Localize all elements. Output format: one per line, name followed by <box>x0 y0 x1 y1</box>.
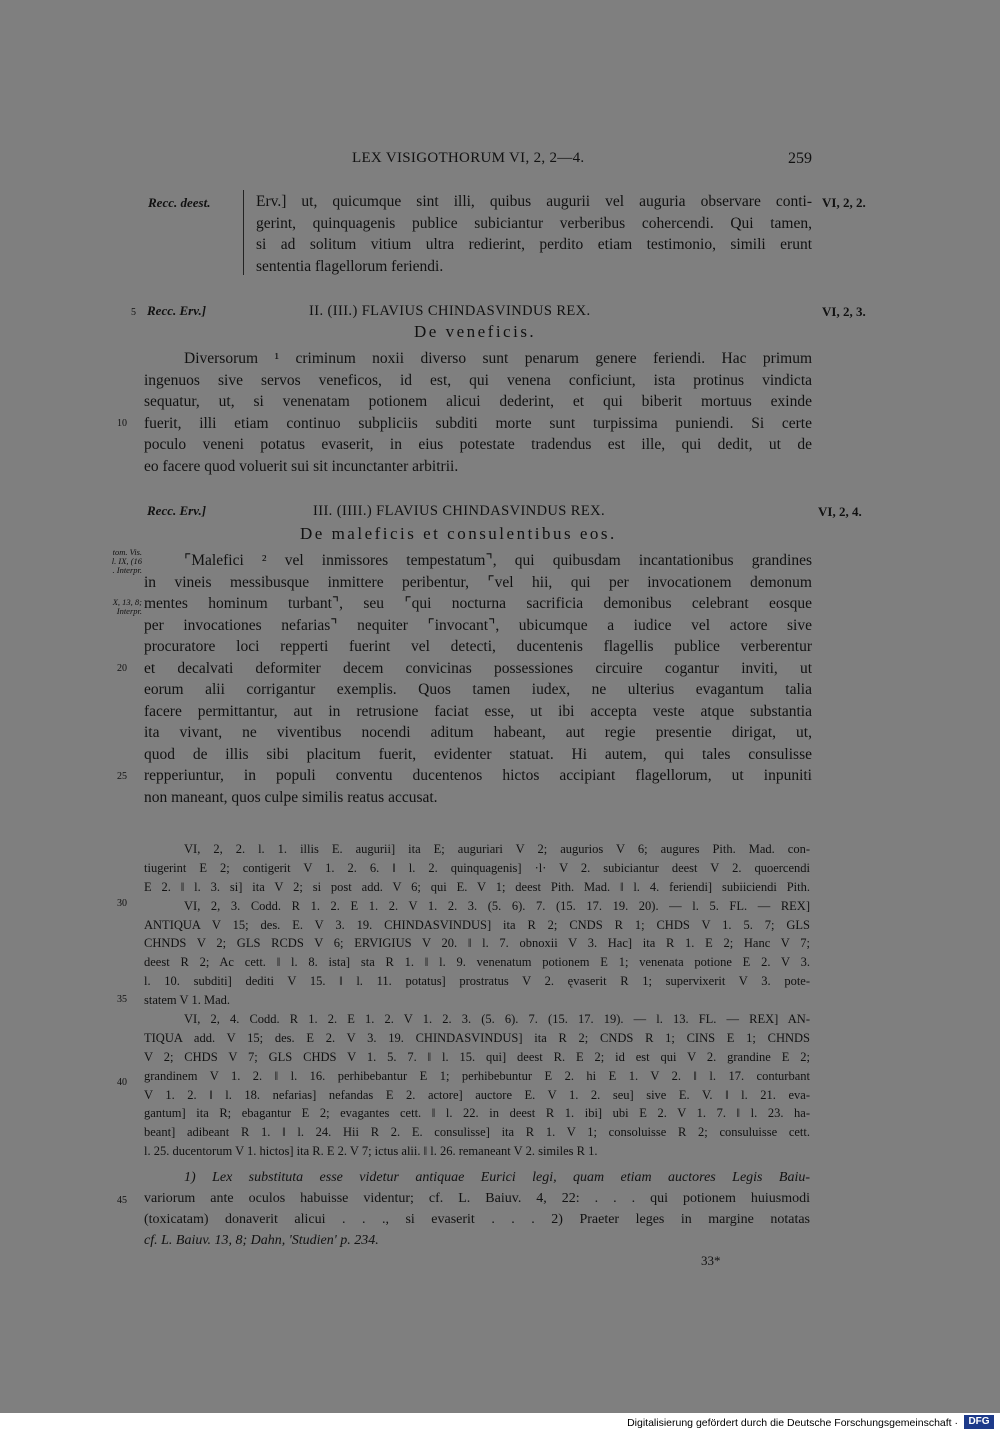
text-line: in vineis messibusque inmittere peribentur, ⌜vel hii, qui per invocationem demonum <box>144 573 812 591</box>
text-line: eo facere quod voluerit sui sit incunctanter arbitrii. <box>144 457 459 475</box>
text-line: repperiuntur, in populi conventu ducentenos hictos accipiant flagellorum, ut inpuniti <box>144 767 812 784</box>
line-number: 25 <box>117 771 127 782</box>
section-3-subtitle: De maleficis et consulentibus eos. <box>300 524 617 543</box>
margin-note-1: tom. Vis. l. IX, (16 . Interpr. <box>111 547 142 575</box>
apparatus-line: VI, 2, 4. Codd. R 1. 2. E 1. 2. V 1. 2. 3. (5. 6). 7. (15. 17. 19). — l. 13. FL. — REX] AN- <box>184 1012 810 1027</box>
text-line: ita vivant, ne viventibus nocendi aditum habeant, aut regie presentie dirigat, ut, <box>144 724 812 741</box>
footnote-line: (toxicatam) donaverit alicui . . ., si evaserit . . . 2) Praeter leges in margine notatas <box>144 1212 810 1227</box>
apparatus-line: gantum] ita R; ebagantur E 2; evagantes cett. ‖ l. 22. in deest R 1. ibi] ubi E 2. V 1. 7. ‖ l. 23. ha- <box>144 1106 810 1121</box>
text-line: sequatur, ut, si venenatam potionem alicui dederint, et qui biberit mortuus exinde <box>144 393 812 410</box>
line-number: 35 <box>117 994 127 1005</box>
apparatus-line: tiugerint E 2; contigerit V 1. 2. 6. ‖ l. 2. quinquagenis] ·l· V 2. subiciantur deest V 2. quoercendi <box>144 860 810 875</box>
text-line: ⌜Malefici ² vel inmissores tempestatum⌝, qui quibusdam incantationibus grandines <box>184 552 812 569</box>
apparatus-line: beant] adibeant R 1. ‖ l. 24. Hii R 2. E. consulisse] ita R 1. V 1; consoluisse R 2; consuluisse cett. <box>144 1125 810 1140</box>
text-line: procuratore loci repperti fuerint vel detecti, ducentenis flagellis publice verberentur <box>144 638 812 655</box>
text-line: fuerit, illi etiam continuo subpliciis subditi morte sunt turpissima puniendi. Si certe <box>144 414 812 432</box>
apparatus-line: VI, 2, 2. l. 1. illis E. augurii] ita E; auguriari V 2; augurios V 6; augures Pith. Mad. con- <box>184 842 810 856</box>
apparatus-line: grandinem V 1. 2. ‖ l. 16. perhibebantur E 1; perhibebuntur E 2. hi E 1. V 2. ‖ l. 17. conturbant <box>144 1068 810 1083</box>
text-line: eorum alii corrigantur exemplis. Quos tamen iudex, ne ulterius evagantum talia <box>144 681 812 698</box>
section-3-text <box>144 550 812 808</box>
section-2-subtitle: De veneficis. <box>414 322 537 341</box>
critical-apparatus <box>144 840 810 1161</box>
apparatus-line: l. 10. subditi] dediti V 15. ‖ l. 11. potatus] prostratus V 2. ęvaserit R 1; supervixerit V 3. pote- <box>144 974 810 989</box>
apparatus-line: l. 25. ducentorum V 1. hictos] ita R. E 2. V 7; ictus alii. ‖ l. 26. remaneant V 2. similes R 1. <box>144 1144 598 1159</box>
margin-rule <box>243 190 244 275</box>
line-number: 45 <box>117 1195 127 1206</box>
apparatus-line: CHNDS V 2; GLS RCDS V 6; ERVIGIUS V 20. ‖ l. 7. obnoxii V 3. Hac] ita R 1. E 2; Hanc V 7; <box>144 936 810 951</box>
text-line: si ad solitum vitium ultra redierint, perdito etiam testimonio, simili erunt <box>256 236 812 253</box>
text-line: quod de illis sibi placitum fuerit, evidenter statuat. Hi autem, qui tales consulisse <box>144 745 812 763</box>
text-line: gerint, quinquagenis publice subiciantur verberibus cohercendi. Qui tamen, <box>256 214 812 232</box>
apparatus-line: V 1. 2. ‖ l. 18. nefarias] nefandas E 2. actore] auctore E. V 1. 2. seu] sive E. V. ‖ l. 21. eva- <box>144 1087 810 1102</box>
margin-note-2: X, 13, 8; Interpr. <box>112 597 142 616</box>
apparatus-line: statem V 1. Mad. <box>144 993 230 1008</box>
text-line: mentes hominum turbant⌝, seu ⌜qui nocturna sacrificia demonibus celebrant eosque <box>144 595 812 612</box>
line-number: 20 <box>117 663 127 674</box>
text-line: non maneant, quos culpe similis reatus accusat. <box>144 788 438 806</box>
apparatus-line: E 2. ‖ l. 3. si] ita V 2; si post add. V 6; qui E. V 1; deest Pith. Mad. ‖ l. 4. feriendi] subiiciendi Pith. <box>144 879 810 894</box>
section-3-title: III. (IIII.) FLAVIUS CHINDASVINDUS REX. <box>313 503 606 519</box>
text-line: Diversorum ¹ criminum noxii diverso sunt penarum genere feriendi. Hac primum <box>184 350 812 367</box>
section-2-text <box>144 348 812 477</box>
footnote-line: 1) Lex substituta esse videtur antiquae Eurici legi, quam etiam auctores Legis Baiu- <box>184 1170 810 1185</box>
apparatus-line: V 2; CHDS V 7; GLS CHDS V 1. 5. 7. ‖ l. 15. qui] deest R. E 2; id est qui V 2. grandine E 2; <box>144 1049 810 1064</box>
digitization-credit: Digitalisierung gefördert durch die Deutsche Forschungsgemeinschaft · <box>627 1417 958 1429</box>
recension-note-1: Recc. deest. <box>148 195 211 210</box>
signature-mark: 33* <box>701 1253 721 1268</box>
text-line: sententia flagellorum feriendi. <box>256 257 444 275</box>
text-line: Erv.] ut, quicumque sint illi, quibus augurii vel auguria observare conti- <box>256 193 812 210</box>
line-number: 40 <box>117 1077 127 1088</box>
line-number: 30 <box>117 898 127 909</box>
running-head: LEX VISIGOTHORUM VI, 2, 2—4. <box>352 150 585 166</box>
text-line: per invocationes nefarias⌝ nequiter ⌜invocant⌝, ubicumque a iudice vel actore sive <box>144 616 812 634</box>
footnote-line: variorum ante oculos habuisse videntur; cf. L. Baiuv. 4, 22: . . . qui potionem huiusmodi <box>144 1191 810 1206</box>
law-ref-1: VI, 2, 2. <box>822 195 866 210</box>
footnotes <box>144 1167 810 1251</box>
law-ref-3: VI, 2, 4. <box>818 504 862 519</box>
law-ref-2: VI, 2, 3. <box>822 304 866 319</box>
apparatus-line: deest R 2; Ac cett. ‖ l. 8. ista] sta R 1. ‖ l. 9. venenatum potionem E 1; venenata potione E 2. V 3. <box>144 955 810 970</box>
apparatus-line: TIQUA add. V 15; des. E 2. V 3. 19. CHINDASVINDUS] ita R 2; CNDS R 1; CINS E 1; CHNDS <box>144 1030 810 1045</box>
text-line: facere permittantur, aut in retrusione faciat esse, ut ibi accepta veste atque substantia <box>144 702 812 720</box>
section-2-title: II. (III.) FLAVIUS CHINDASVINDUS REX. <box>309 303 591 319</box>
footnote-line: cf. L. Baiuv. 13, 8; Dahn, 'Studien' p. 234. <box>144 1233 379 1248</box>
recension-note-3: Recc. Erv.] <box>147 503 207 518</box>
text-line: poculo veneni potatus evaserit, in eius potestate tradendus est ille, qui dedit, ut de <box>144 436 812 453</box>
line-number: 10 <box>117 418 127 429</box>
text-line: et decalvati deformiter decem convicinas possessiones circuire cogantur inviti, ut <box>144 659 812 677</box>
text-line: ingenuos sive servos veneficos, id est, qui venena conficiunt, ista protinus vindicta <box>144 371 812 389</box>
section-1-text <box>256 191 812 277</box>
apparatus-line: VI, 2, 3. Codd. R 1. 2. E 1. 2. V 1. 2. 3. (5. 6). 7. (15. 17. 19. 20). — l. 5. FL. — REX] <box>184 898 810 913</box>
line-number: 5 <box>131 307 136 318</box>
page-number: 259 <box>788 150 812 167</box>
apparatus-line: ANTIQUA V 15; des. E. V 3. 19. CHINDASVINDUS] ita R 2; CNDS R 1; CHDS V 1. 5. 7; GLS <box>144 917 810 932</box>
dfg-logo: DFG <box>964 1415 994 1429</box>
recension-note-2: Recc. Erv.] <box>147 303 207 318</box>
